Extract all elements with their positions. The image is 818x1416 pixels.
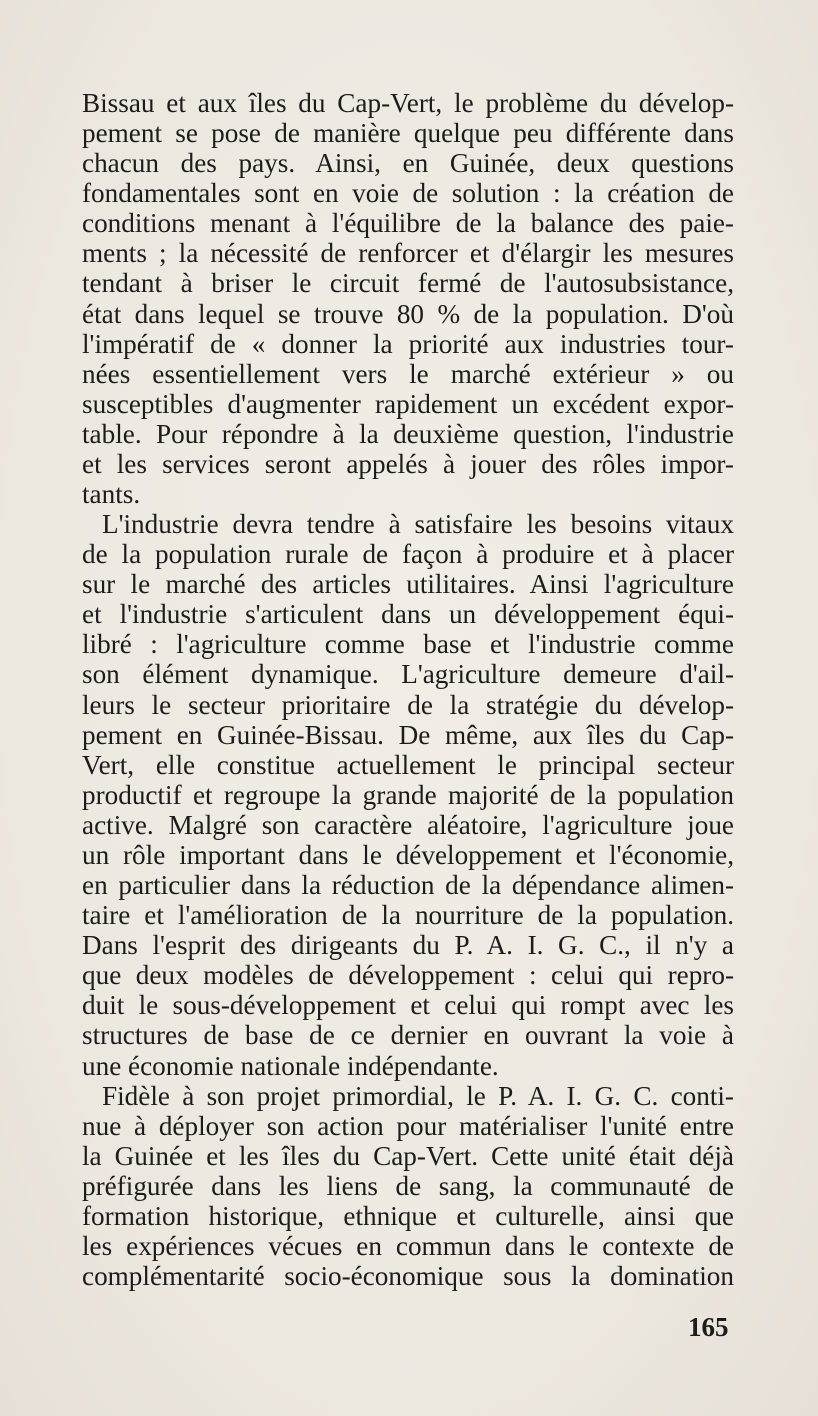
text-line: pement en Guinée-Bissau. De même, aux îles du Cap- — [82, 719, 734, 750]
text-line: formation historique, ethnique et culturelle, ainsi que — [82, 1200, 734, 1231]
paragraph — [82, 88, 734, 509]
text-line: les expériences vécues en commun dans le contexte de — [82, 1230, 734, 1261]
paragraph — [82, 509, 734, 1080]
text-line: en particulier dans la réduction de la dépendance alimen- — [82, 870, 734, 901]
text-line: une économie nationale indépendante. — [82, 1050, 499, 1081]
text-line: tants. — [82, 479, 141, 510]
text-line: Bissau et aux îles du Cap-Vert, le problème du dévelop- — [82, 88, 734, 118]
page-number: 165 — [688, 1312, 729, 1342]
text-line: ments ; la nécessité de renforcer et d'élargir les mesures — [82, 238, 734, 269]
text-line: libré : l'agriculture comme base et l'industrie comme — [82, 629, 734, 660]
text-line: nue à déployer son action pour matérialiser l'unité entre — [82, 1110, 734, 1141]
text-line: chacun des pays. Ainsi, en Guinée, deux questions — [82, 148, 734, 179]
text-line: table. Pour répondre à la deuxième question, l'industrie — [82, 418, 734, 449]
text-line: et l'industrie s'articulent dans un développement équi- — [82, 599, 734, 630]
text-line: L'industrie devra tendre à satisfaire les besoins vitaux — [102, 509, 734, 540]
text-line: et les services seront appelés à jouer des rôles impor- — [82, 448, 734, 479]
text-line: pement se pose de manière quelque peu différente dans — [82, 118, 734, 149]
text-line: de la population rurale de façon à produire et à placer — [82, 539, 734, 570]
text-line: son élément dynamique. L'agriculture demeure d'ail- — [82, 659, 734, 690]
text-line: productif et regroupe la grande majorité de la population — [82, 779, 734, 810]
text-line: sur le marché des articles utilitaires. Ainsi l'agriculture — [82, 569, 734, 600]
text-line: active. Malgré son caractère aléatoire, l'agriculture joue — [82, 809, 734, 840]
text-line: conditions menant à l'équilibre de la balance des paie- — [82, 208, 734, 239]
paragraph — [82, 1081, 734, 1292]
text-line: susceptibles d'augmenter rapidement un excédent expor- — [82, 388, 734, 419]
text-line: tendant à briser le circuit fermé de l'autosubsistance, — [82, 268, 734, 299]
text-line: duit le sous-développement et celui qui rompt avec les — [82, 990, 734, 1021]
text-line: un rôle important dans le développement et l'économie, — [82, 839, 734, 870]
text-line: structures de base de ce dernier en ouvrant la voie à — [82, 1020, 734, 1051]
text-line: leurs le secteur prioritaire de la stratégie du dévelop- — [82, 689, 734, 720]
text-line: complémentarité socio-économique sous la domination — [82, 1261, 734, 1292]
text-line: Dans l'esprit des dirigeants du P. A. I. G. C., il n'y a — [82, 930, 734, 961]
body-text — [82, 88, 734, 1291]
text-line: Vert, elle constitue actuellement le principal secteur — [82, 749, 734, 780]
text-line: Fidèle à son projet primordial, le P. A. I. G. C. conti- — [102, 1080, 734, 1111]
text-line: état dans lequel se trouve 80 % de la population. D'où — [82, 298, 734, 329]
text-line: nées essentiellement vers le marché extérieur » ou — [82, 358, 734, 389]
text-line: fondamentales sont en voie de solution : la création de — [82, 178, 734, 209]
text-line: taire et l'amélioration de la nourriture de la population. — [82, 900, 734, 931]
text-line: préfigurée dans les liens de sang, la communauté de — [82, 1170, 734, 1201]
text-line: l'impératif de « donner la priorité aux industries tour- — [82, 328, 734, 359]
text-line: la Guinée et les îles du Cap-Vert. Cette unité était déjà — [82, 1140, 734, 1171]
text-line: que deux modèles de développement : celui qui repro- — [82, 960, 734, 991]
